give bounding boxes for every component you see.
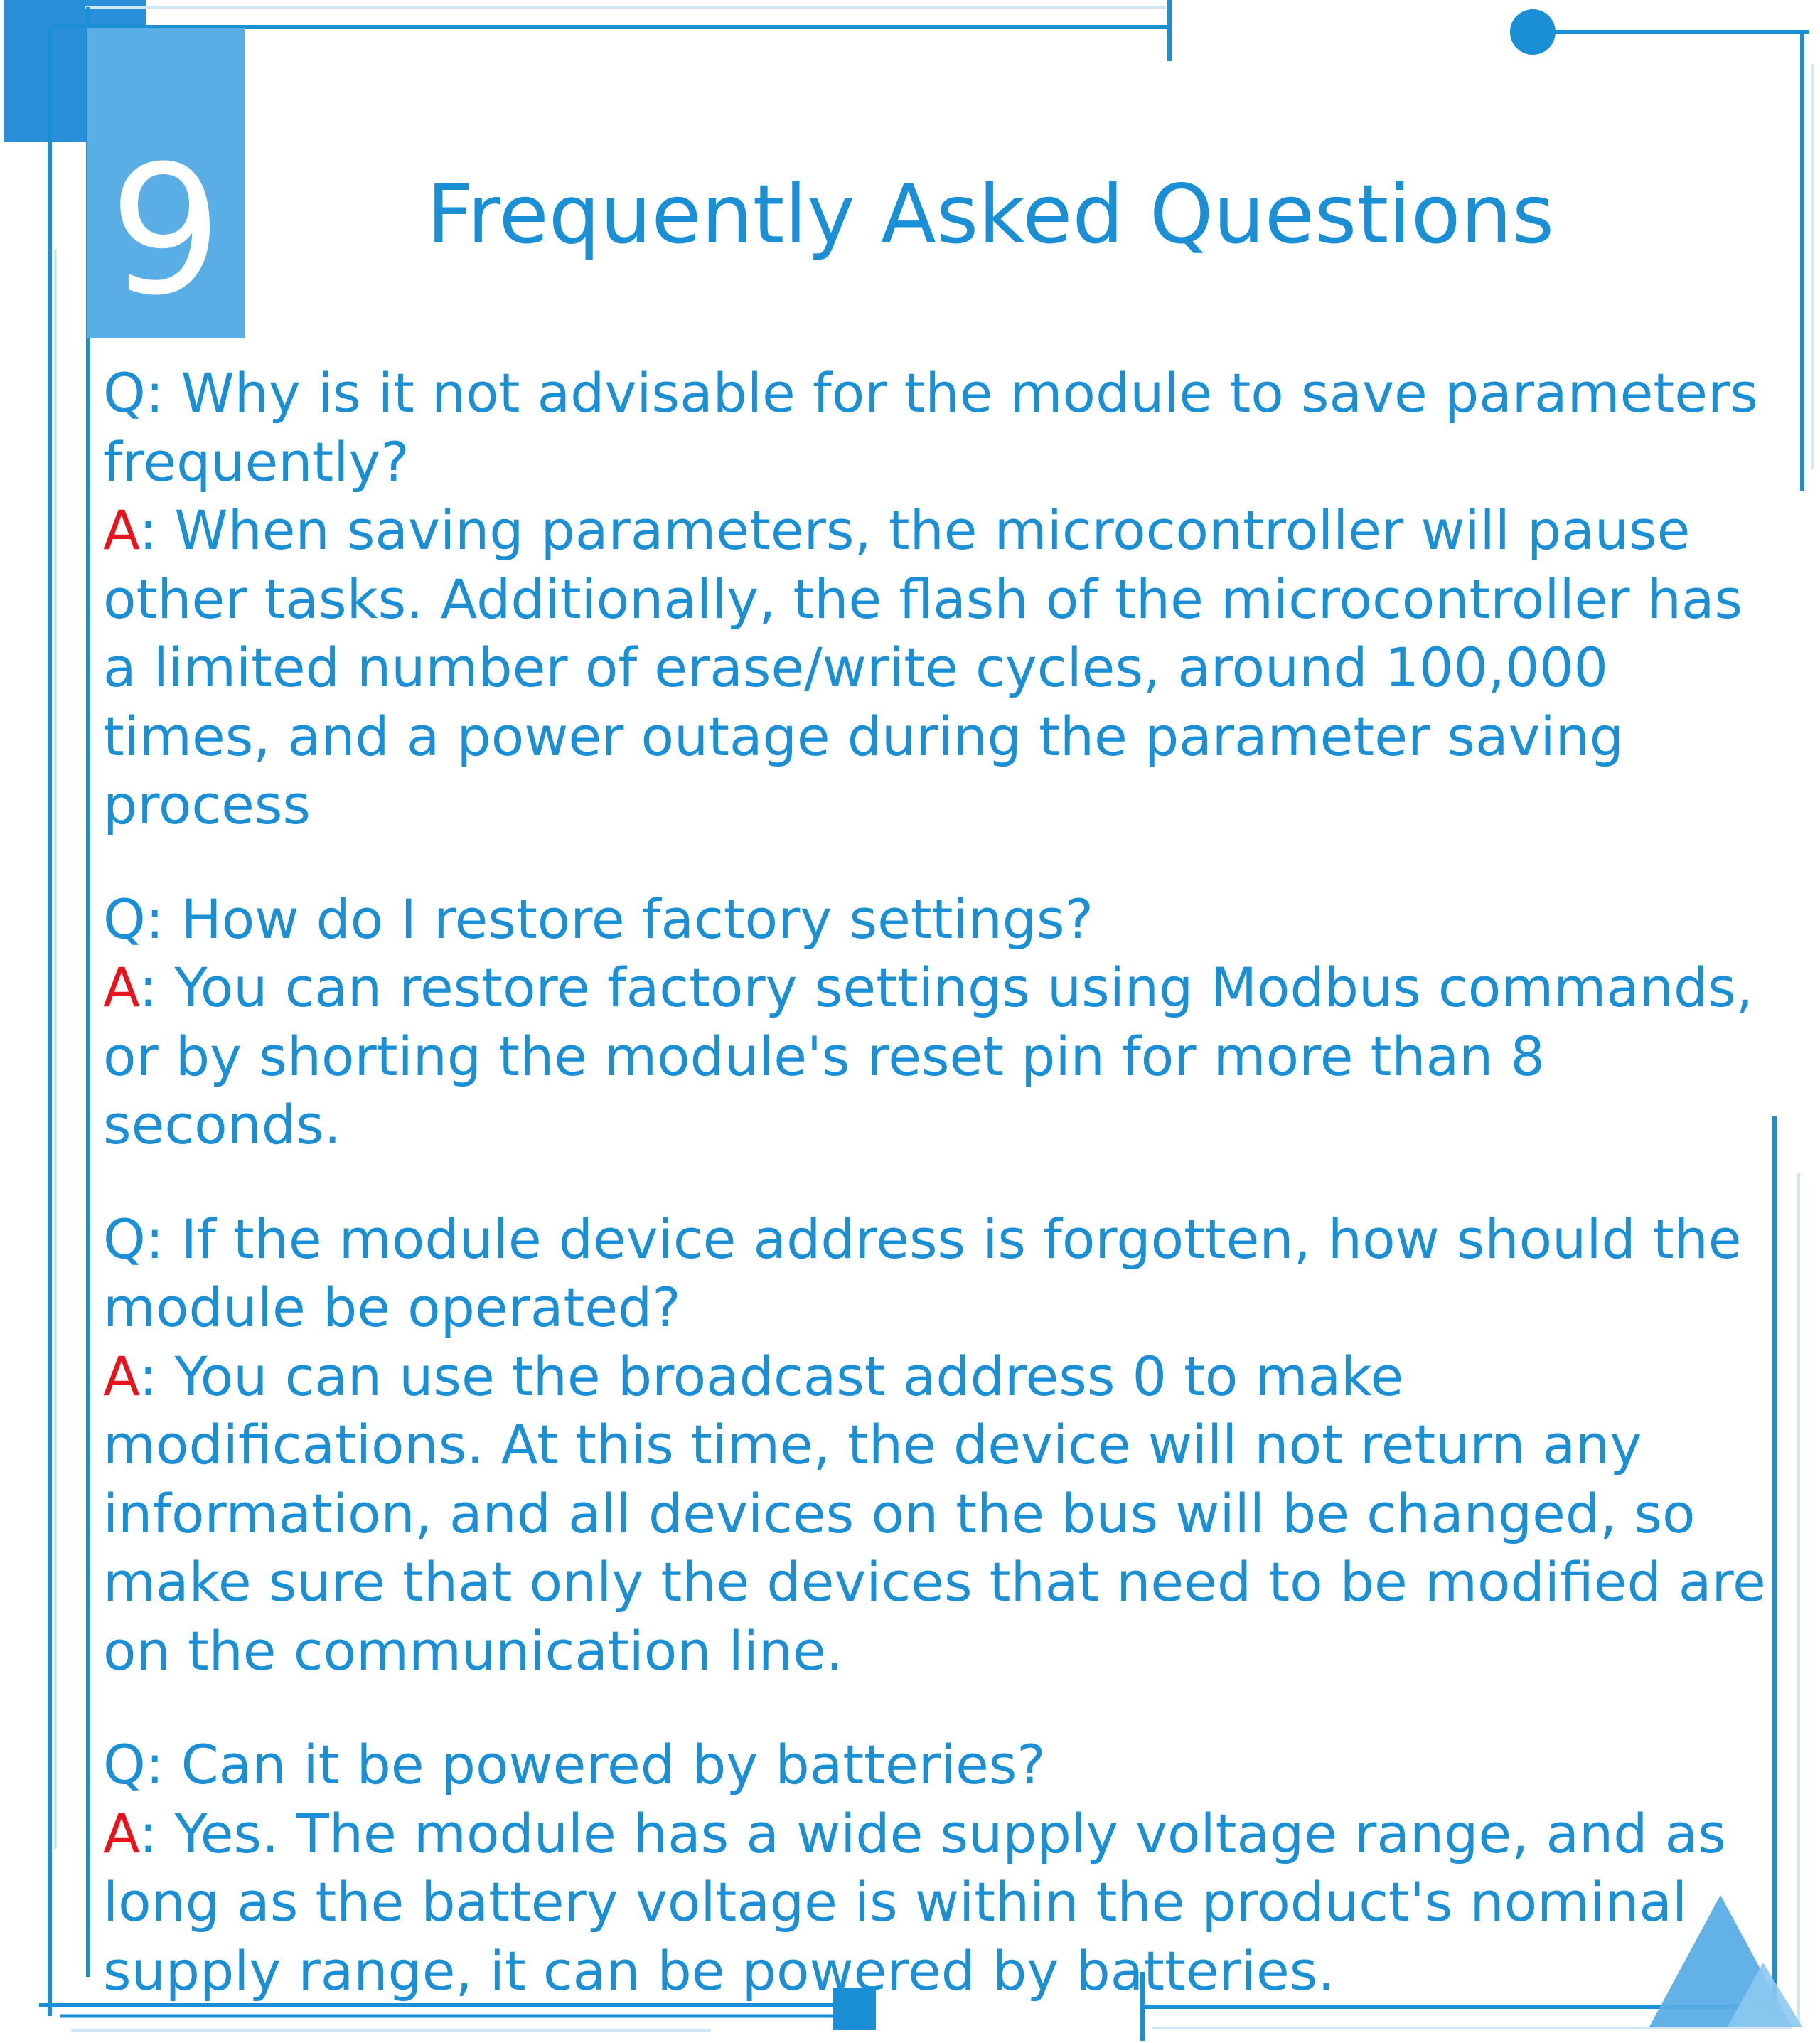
answer-text: : You can restore factory settings using Modbus commands, or by shorting the module's reset pin for more than 8 seconds. — [103, 956, 1754, 1156]
section-number: 9 — [109, 127, 223, 334]
answer-text: : When saving parameters, the microcontroller will pause other tasks. Additionally, the flash of the microcontroller has a limited number of erase/write cycles, around 100,000 times, and a power outage during the parameter saving process — [103, 498, 1743, 836]
faq-answer — [103, 1343, 1781, 1686]
faq-question: Q: Why is it not advisable for the module to save parameters frequently? — [103, 361, 1758, 494]
faq-answer — [103, 954, 1781, 1160]
faq-answer — [103, 1800, 1781, 2006]
faq-item — [103, 885, 1781, 1160]
faq-item — [103, 359, 1781, 840]
page-title: Frequently Asked Questions — [427, 167, 1555, 262]
faq-list — [103, 359, 1781, 2005]
section-number-badge — [87, 28, 245, 338]
faq-answer — [103, 496, 1781, 840]
answer-prefix: A — [103, 498, 139, 562]
answer-prefix: A — [103, 956, 139, 1019]
answer-text: : You can use the broadcast address 0 to make modifications. At this time, the device will not return any information, and all devices on the bus will be changed, so make sure that only the devices that need to be modified are on the communication line. — [103, 1344, 1766, 1682]
faq-item — [103, 1731, 1781, 2005]
answer-prefix: A — [103, 1344, 139, 1408]
faq-item — [103, 1205, 1781, 1686]
answer-text: : Yes. The module has a wide supply voltage range, and as long as the battery voltage is within the product's nominal supply range, it can be powered by batteries. — [103, 1801, 1726, 2002]
faq-question: Q: How do I restore factory settings? — [103, 887, 1093, 951]
faq-question: Q: If the module device address is forgotten, how should the module be operated? — [103, 1207, 1742, 1339]
answer-prefix: A — [103, 1801, 139, 1865]
faq-question: Q: Can it be powered by batteries? — [103, 1733, 1046, 1796]
